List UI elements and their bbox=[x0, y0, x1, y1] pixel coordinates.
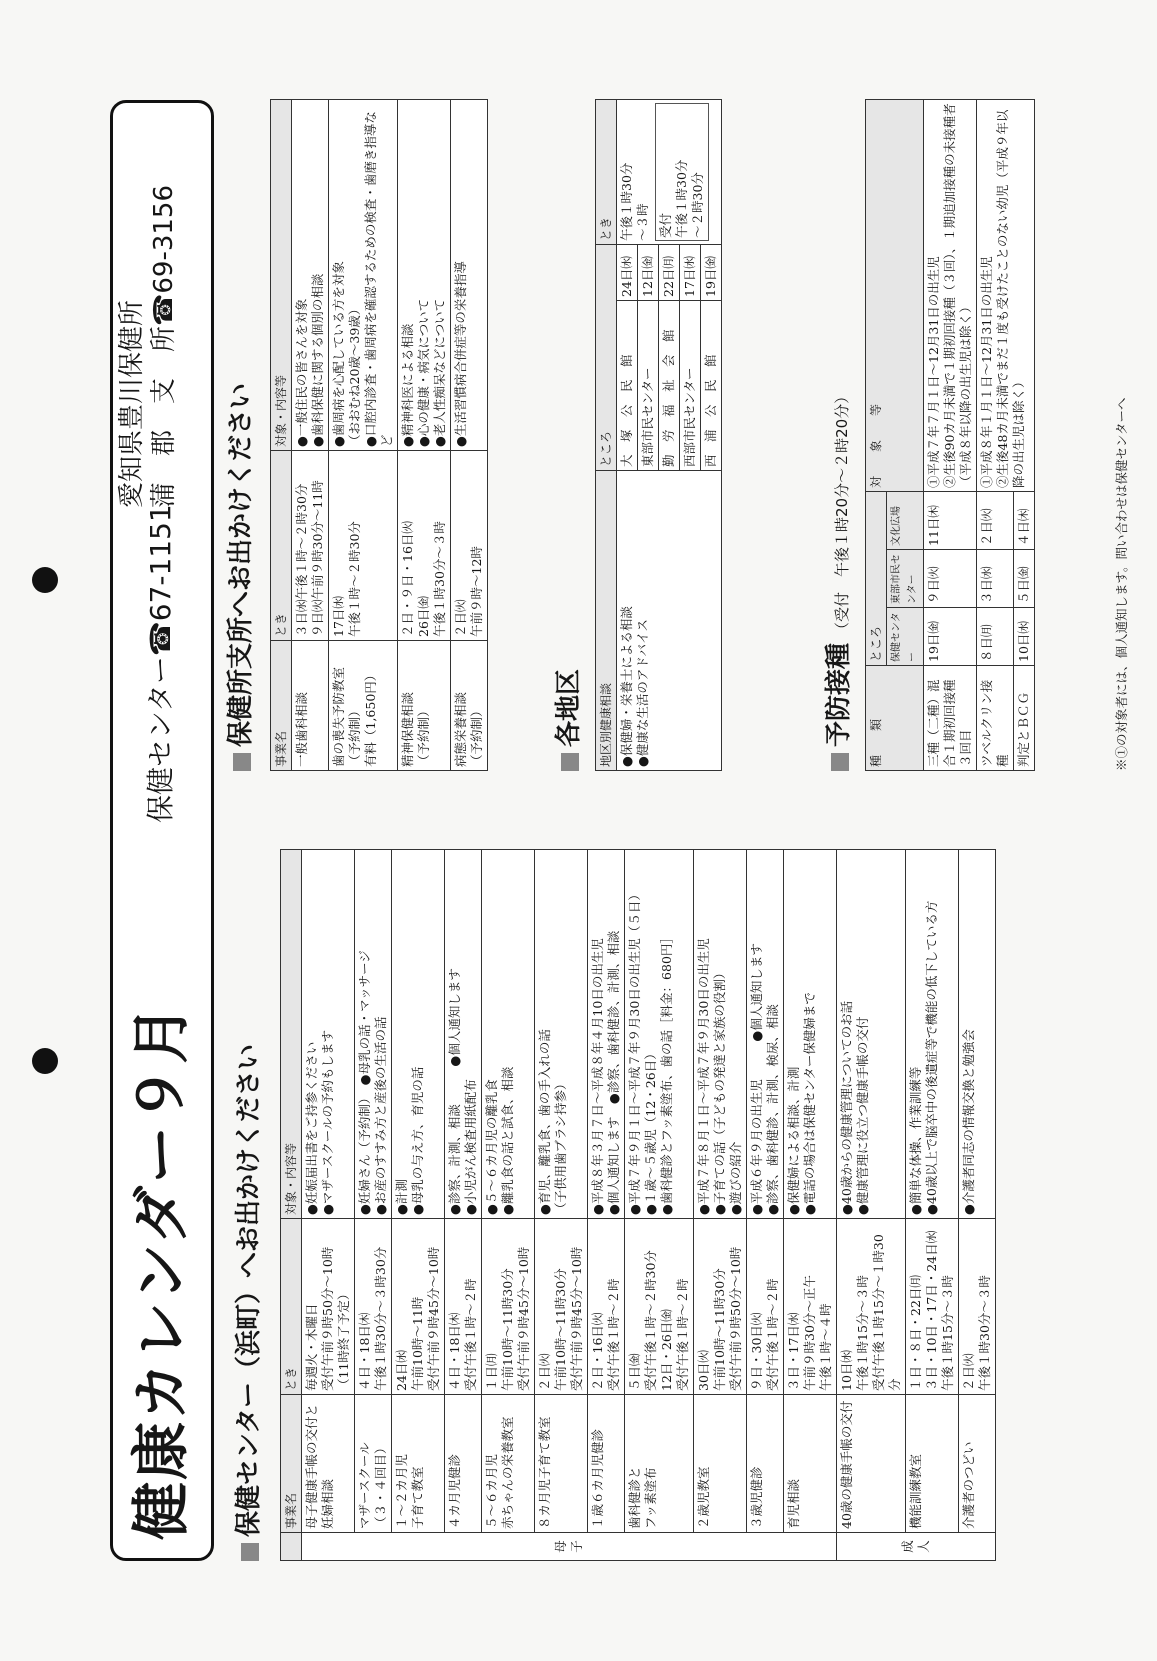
table-row bbox=[482, 850, 535, 1561]
program-target: ●精神科医による相談 ●心の健康・病気について ●老人性痴呆などについて bbox=[398, 100, 451, 451]
section4-title: 予防接種 bbox=[824, 642, 854, 747]
table-row bbox=[535, 850, 588, 1561]
program-time: 30日㈫ 午前10時〜11時30分 受付午前９時50分〜10時 bbox=[694, 1219, 747, 1395]
vaccine-type: 三種（二種）混合１期初回接種３回目 bbox=[924, 666, 977, 771]
program-name: ３歳児健診 bbox=[747, 1395, 784, 1533]
district-date: 22日㈪ bbox=[659, 245, 680, 301]
program-name: マザースクール （３・４回目） bbox=[355, 1395, 392, 1533]
program-target: ●保健婦による相談、計測 ●電話の場合は保健センター保健婦まで bbox=[784, 850, 837, 1219]
vaccine-date: ５日㈮ bbox=[1014, 550, 1035, 608]
header-box bbox=[110, 100, 214, 1561]
district-table bbox=[595, 99, 722, 771]
table-row bbox=[392, 850, 445, 1561]
table-row bbox=[747, 850, 784, 1561]
col-time: とき bbox=[271, 451, 292, 641]
program-name: 40歳の健康手帳の交付 bbox=[837, 1395, 906, 1533]
program-target: ●40歳からの健康管理についてのお話 ●健康管理に役立つ健康手帳の交付 bbox=[837, 850, 906, 1219]
vaccine-target: ①平成７年７月１日〜12月31日の出生児 ②生後90カ月未満で１期初回接種（３回）、１期追加接種の未接種者（平成８年以降の出生児は除く） bbox=[924, 100, 977, 492]
program-target: ●簡単な体操、作業訓練等 ●40歳以上で脳卒中の後遺症等で機能の低下している方 bbox=[906, 850, 959, 1219]
section3-title: 各地区 bbox=[554, 668, 584, 747]
section2-heading bbox=[220, 383, 257, 771]
health-center-table bbox=[280, 849, 996, 1561]
district-date: 12日㈮ bbox=[638, 245, 659, 301]
program-time: ２日㈫ 午前10時〜11時30分 受付午前９時45分〜10時 bbox=[535, 1219, 588, 1395]
program-name: 機能訓練教室 bbox=[906, 1395, 959, 1533]
table-row bbox=[445, 850, 482, 1561]
table-row bbox=[588, 850, 625, 1561]
program-time: 17日㈬ 午後１時〜２時30分 bbox=[329, 451, 398, 641]
program-time: 毎週火・木曜日 受付午前９時50分〜10時 （11時終了予定） bbox=[302, 1219, 355, 1395]
program-time: １日・８日・22日㈪ ３日・10日・17日・24日㈬ 午後１時15分〜３時 bbox=[906, 1219, 959, 1395]
office-line-1: 愛知県豊川保健所 bbox=[117, 299, 147, 508]
program-target: ●計測 ●母乳の与え方、育児の話 bbox=[392, 850, 445, 1219]
col-target: 対象・内容等 bbox=[281, 850, 302, 1219]
district-date: 24日㈬ bbox=[617, 245, 638, 301]
program-target: ●平成６年９月の出生児 ●個人通知します ●診察、歯科健診、計測、検尿、相談 bbox=[747, 850, 784, 1219]
program-time: ２日㈫ 午後１時30分〜３時 bbox=[959, 1219, 996, 1395]
program-time: ２日・９日・16日㈫ 26日㈮ 午後１時30分〜３時 bbox=[398, 451, 451, 641]
program-name: 母子健康手帳の交付と妊婦相談 bbox=[302, 1395, 355, 1533]
program-target: ●妊婦さん（予約制） ●母乳の話・マッサージ ●お産のすすみ方と産後の生活の話 bbox=[355, 850, 392, 1219]
place-east-center: 東部市民センター bbox=[887, 550, 924, 608]
table-row bbox=[398, 100, 451, 771]
table-row bbox=[924, 100, 977, 771]
program-target: ●平成７年９月１日〜平成７年９月30日の出生児（５日） ●１歳〜５歳児（12・26日） ●歯科健診とフッ素塗布、歯の話［料金：680円］ bbox=[625, 850, 694, 1219]
section3-heading bbox=[548, 669, 585, 771]
col-district: 地区別健康相談 bbox=[596, 471, 617, 771]
program-time: ３日・17日㈬ 午前９時30分〜正午 午後１時〜４時 bbox=[784, 1219, 837, 1395]
vaccine-date: ９日㈫ bbox=[924, 550, 977, 608]
col-place: ところ bbox=[866, 492, 887, 666]
program-target: ●育児、離乳食、歯の手入れの話 （子供用歯ブラシ持参） bbox=[535, 850, 588, 1219]
office-line-2: 蒲 郡 支 所☎69-3156 bbox=[149, 184, 179, 508]
col-name: 事業名 bbox=[281, 1395, 302, 1533]
vaccine-date: 19日㈮ bbox=[924, 608, 977, 666]
program-name: 一般歯科相談 bbox=[292, 641, 329, 771]
table-row bbox=[617, 100, 638, 771]
col-time: とき bbox=[281, 1219, 302, 1395]
program-time: ３日㈬午後１時〜２時30分 ９日㈫午前９時30分〜11時 bbox=[292, 451, 329, 641]
district-time bbox=[617, 100, 722, 245]
time-reception: 受付 午後１時30分 〜２時30分 bbox=[655, 103, 709, 241]
office-table bbox=[270, 99, 488, 771]
program-time: ４日・18日㈭ 受付午後１時〜２時 bbox=[445, 1219, 482, 1395]
program-name: ５〜６カ月児 赤ちゃんの栄養教室 bbox=[482, 1395, 535, 1533]
health-center-phone: 保健センター☎67-1151 bbox=[144, 504, 177, 823]
district-date: 17日㈬ bbox=[680, 245, 701, 301]
section1-heading bbox=[228, 1044, 265, 1561]
table-row bbox=[694, 850, 747, 1561]
table-row bbox=[451, 100, 488, 771]
square-icon bbox=[561, 753, 579, 771]
table-row bbox=[625, 850, 694, 1561]
program-target: ●生活習慣病合併症等の栄養指導 bbox=[451, 100, 488, 451]
time-main: 午後１時30分 〜３時 bbox=[619, 162, 650, 241]
program-name: １歳６カ月児健診 bbox=[588, 1395, 625, 1533]
table-row bbox=[302, 850, 355, 1561]
col-group bbox=[281, 1533, 302, 1561]
program-name: １〜２カ月児 子育て教室 bbox=[392, 1395, 445, 1533]
table-row bbox=[784, 850, 837, 1561]
section4-heading bbox=[818, 389, 855, 771]
district-place: 西部市民センター bbox=[680, 301, 701, 471]
program-target: ●歯周病を心配している方を対象 （おおむね20歳〜39歳） ●口腔内診査・歯周病を確認するための検査・歯磨き指導など bbox=[329, 100, 398, 451]
table-row bbox=[329, 100, 398, 771]
group-label: 母子 bbox=[302, 1533, 837, 1561]
place-health-center: 保健センター bbox=[887, 608, 924, 666]
district-date: 19日㈮ bbox=[701, 245, 722, 301]
section4-subtitle: （受付 午後１時20分〜２時20分） bbox=[833, 388, 851, 637]
col-time: とき bbox=[596, 100, 617, 245]
table-row bbox=[977, 100, 1014, 771]
program-time: 24日㈬ 午前10時〜11時 受付午前９時45分〜10時 bbox=[392, 1219, 445, 1395]
program-name: ４カ月児健診 bbox=[445, 1395, 482, 1533]
group-label: 成人 bbox=[837, 1533, 996, 1561]
program-name: 病態栄養相談 （予約制） bbox=[451, 641, 488, 771]
page-title: 健康カレンダー９月 bbox=[127, 1003, 195, 1540]
program-target: ●妊娠届出書をご持参ください ●マザースクールの予約もします bbox=[302, 850, 355, 1219]
district-place: 大 塚 公 民 館 bbox=[617, 301, 638, 471]
program-time: 10日㈬ 午後１時15分〜３時 受付午後１時15分〜１時30分 bbox=[837, 1219, 906, 1395]
place-culture-plaza: 文化広場 bbox=[887, 492, 924, 550]
vaccine-date: 11日㈭ bbox=[924, 492, 977, 550]
table-row bbox=[292, 100, 329, 771]
program-name: ８カ月児子育て教室 bbox=[535, 1395, 588, 1533]
section1-title: 保健センター（浜町）へお出かけください bbox=[234, 1044, 264, 1537]
col-name: 事業名 bbox=[271, 641, 292, 771]
program-target: ●一般住民の皆さんを対象 ●歯科保健に関する個別の相談 bbox=[292, 100, 329, 451]
vaccine-date: ８日㈪ bbox=[977, 608, 1014, 666]
program-time: １日㈪ 午前10時〜11時30分 受付午前９時45分〜10時 bbox=[482, 1219, 535, 1395]
program-time: ４日・18日㈭ 午後１時30分〜３時30分 bbox=[355, 1219, 392, 1395]
program-name: 歯の喪失予防教室 （予約制） 有料（1,650円） bbox=[329, 641, 398, 771]
program-target: ●平成７年８月１日〜平成７年９月30日の出生児 ●子育ての話（子どもの発達と家族の役割） ●遊びの紹介 bbox=[694, 850, 747, 1219]
section2-title: 保健所支所へお出かけください bbox=[226, 382, 256, 747]
program-name: 精神保健相談 （予約制） bbox=[398, 641, 451, 771]
table-row bbox=[837, 850, 906, 1561]
square-icon bbox=[233, 753, 251, 771]
district-place: 東部市民センター bbox=[638, 301, 659, 471]
vaccine-date: ４日㈭ bbox=[1014, 492, 1035, 550]
program-name: ２歳児教室 bbox=[694, 1395, 747, 1533]
table-row bbox=[355, 850, 392, 1561]
col-target: 対 象 等 bbox=[866, 100, 924, 492]
program-time: ５日㈮ 受付午後１時〜２時30分 12日・26日㈮ 受付午後１時〜２時 bbox=[625, 1219, 694, 1395]
vaccine-type: ツベルクリン接種 bbox=[977, 666, 1014, 771]
footnote: ※①の対象者には、個人通知します。問い合わせは保健センターへ bbox=[1114, 397, 1129, 771]
col-place: ところ bbox=[596, 245, 617, 471]
program-name: 介護者のつどい bbox=[959, 1395, 996, 1533]
program-name: 歯科健診と フッ素塗布 bbox=[625, 1395, 694, 1533]
program-target: ●診察、計測、相談 ●個人通知します ●小児がん検査用紙配布 bbox=[445, 850, 482, 1219]
table-row bbox=[959, 850, 996, 1561]
office-info bbox=[116, 185, 180, 508]
program-target: ●介護者同志の情報交換と勉強会 bbox=[959, 850, 996, 1219]
vaccine-type: 判定とＢＣＧ bbox=[1014, 666, 1035, 771]
square-icon bbox=[241, 1543, 259, 1561]
vaccine-date: 10日㈬ bbox=[1014, 608, 1035, 666]
program-time: ２日㈫ 午前９時〜12時 bbox=[451, 451, 488, 641]
col-type: 種 類 bbox=[866, 666, 924, 771]
vaccine-target: ①平成８年１月１日〜12月31日の出生児 ②生後48カ月未満でまだ１度も受けたことのない幼児（平成９年以降の出生児は除く） bbox=[977, 100, 1035, 492]
program-time: ９日・30日㈫ 受付午後１時〜２時 bbox=[747, 1219, 784, 1395]
program-target: ●５〜６カ月児の離乳食 ●離乳食の話と試食、相談 bbox=[482, 850, 535, 1219]
district-place: 勤 労 福 祉 会 館 bbox=[659, 301, 680, 471]
vaccination-table bbox=[865, 99, 1035, 771]
square-icon bbox=[831, 753, 849, 771]
table-row bbox=[906, 850, 959, 1561]
program-target: ●平成８年３月７日〜平成８年４月10日の出生児 ●個人通知します ●診察、歯科健診、計測、相談 bbox=[588, 850, 625, 1219]
district-content: ●保健婦・栄養士による相談 ●健康な生活のアドバイス bbox=[617, 471, 722, 771]
vaccine-date: ２日㈫ bbox=[977, 492, 1014, 550]
program-time: ２日・16日㈫ 受付午後１時〜２時 bbox=[588, 1219, 625, 1395]
vaccine-date: ３日㈬ bbox=[977, 550, 1014, 608]
district-place: 西 浦 公 民 館 bbox=[701, 301, 722, 471]
col-target: 対象・内容等 bbox=[271, 100, 292, 451]
program-name: 育児相談 bbox=[784, 1395, 837, 1533]
